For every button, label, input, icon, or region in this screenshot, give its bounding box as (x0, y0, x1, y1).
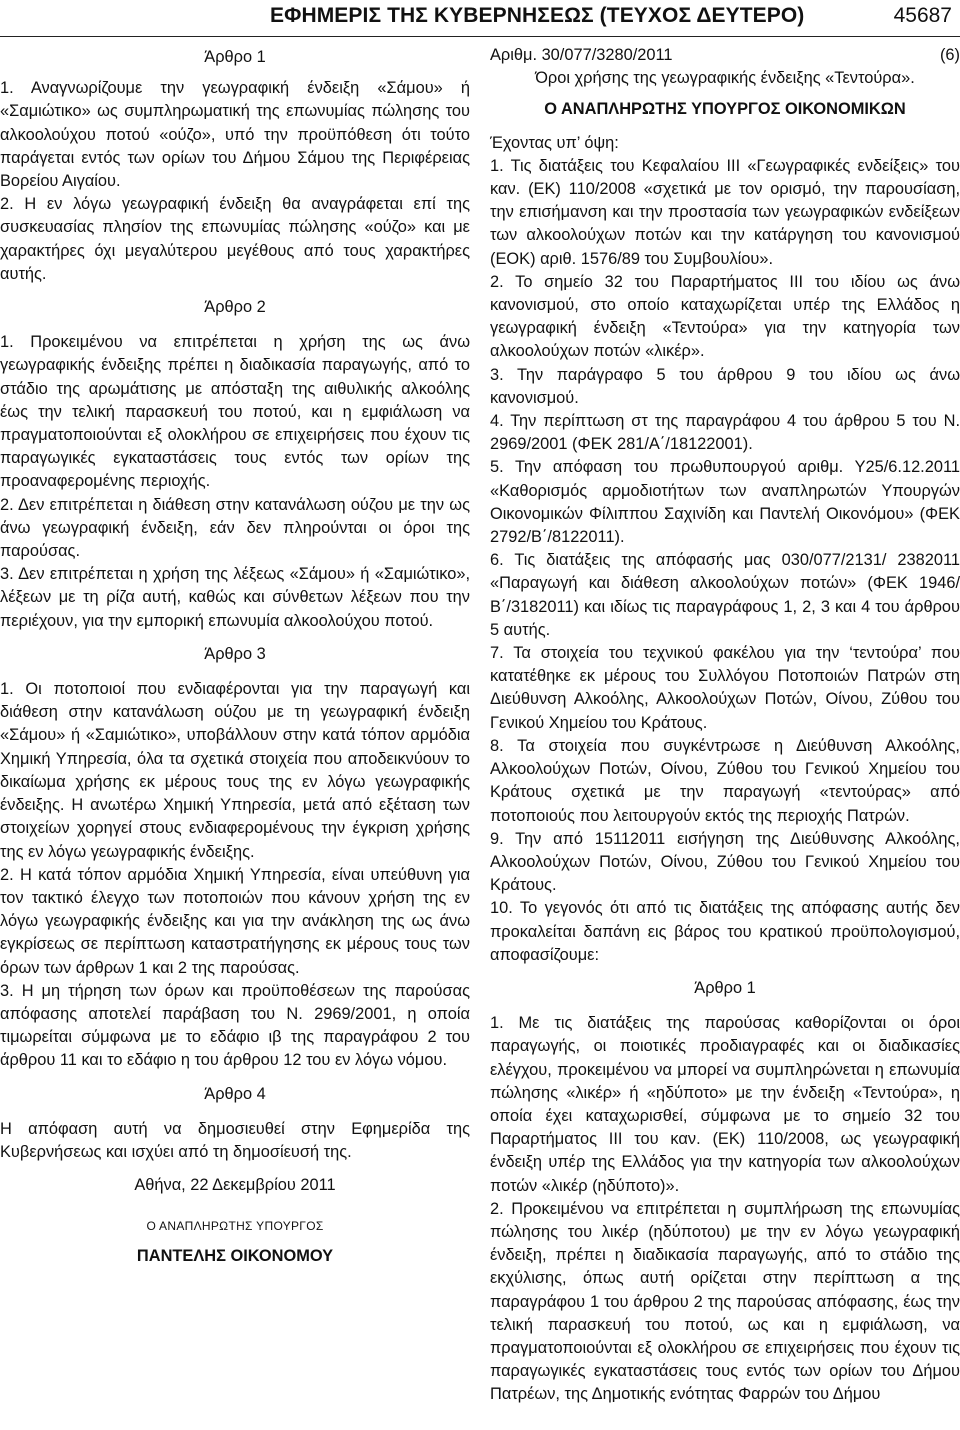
paragraph: 2. Προκειμένου να επιτρέπεται η συμπλήρωση της επωνυμίας πώλησης του λικέρ (ηδύποτου) με την εν λόγω γεωγραφική ένδειξη, πρέπει η διαδικασία παραγωγής, από το στάδιο της εκχύλισης, όπως αυτή ορίζεται στην περίπτωση α της παραγράφου 1 του άρθρου 2 της παρούσας απόφασης, έως την τελική παρασκευή του ποτού, ως και η εμφιάλωση, να πραγματοποιούνται εξ ολοκλήρου σε επιχειρήσεις που έχουν τις παραγωγικές εγκαταστάσεις τους εντός των ορίων του Δήμου Πατρέων, της Δημοτικής ενότητας Φαρρών του Δήμου (490, 1199, 960, 1404)
paragraph: 6. Τις διατάξεις της απόφασής μας 030/077/2131/ 2382011 «Παραγωγή και διάθεση αλκοολούχων ποτών» (ΦΕΚ 1946/Β΄/3182011) και ιδίως τις παραγράφους 1, 2, 3 και 4 του άρθρου 5 αυτής. (490, 551, 960, 639)
place-date: Αθήνα, 22 Δεκεμβρίου 2011 (134, 1176, 336, 1195)
article-heading: Άρθρο 1 (694, 978, 756, 997)
paragraph: 3. Η μη τήρηση των όρων και προϋποθέσεων της παρούσας απόφασης αποτελεί παράβαση του Ν. 2969/2001, η οποία τιμωρείται σύμφωνα με το εδάφιο ιβ της παραγράφου 2 του άρθρου 11 και το εδάφιο η του άρθρου 12 του εν λόγω νόμου. (0, 981, 470, 1070)
paragraph: 1. Με τις διατάξεις της παρούσας καθορίζονται οι όροι παραγωγής, οι ποιοτικές προδιαγραφές και οι διαδικασίες ελέγχου, προκειμένου να μπορεί να συμπληρώνεται η επωνυμία πώλησης «λικέρ» ή «ηδύποτο» με την ένδειξη «Τεντούρα», η οποία έχει καταχωρισθεί, σύμφωνα με το σημείο 32 του Παραρτήματος ΙΙΙ του καν. (ΕΚ) 110/2008, ως γεωγραφική ένδειξη υπέρ της Ελλάδος για την κατηγορία των αλκοολούχων ποτών «λικέρ (ηδύποτο)». (490, 1014, 960, 1195)
decision-number-line (490, 44, 960, 67)
article-heading: Άρθρο 4 (204, 1084, 266, 1103)
paragraph: 1. Προκειμένου να επιτρέπεται η χρήση της ως άνω γεωγραφικής ένδειξης πρέπει η διαδικασία παραγωγής, από το στάδιο της αρωμάτισης με απόσταξη της αιθυλικής αλκοόλης έως την τελική παρασκευή του ποτού, και η εμφιάλωση να πραγματοποιούνται εξ ολοκλήρου σε επιχειρήσεις που έχουν τις παραγωγικές εγκαταστάσεις τους εντός των ορίων της προαναφερομένης περιοχής. (0, 333, 470, 491)
decision-number: Αριθμ. 30/077/3280/2011 (490, 46, 673, 64)
decision-index: (6) (939, 46, 960, 64)
paragraph: 10. Το γεγονός ότι από τις διατάξεις της απόφασης αυτής δεν προκαλείται δαπάνη εις βάρος του κρατικού προϋπολογισμού, αποφασίζουμε: (490, 899, 960, 964)
page-header (0, 0, 960, 37)
paragraph: 3. Την παράγραφο 5 του άρθρου 9 του ιδίου ως άνω κανονισμού. (490, 365, 960, 407)
article-heading: Άρθρο 3 (204, 644, 266, 663)
paragraph: 7. Τα στοιχεία του τεχνικού φακέλου για την ‘τεντούρα’ που κατατέθηκε εκ μέρους του Συλλόγου Ποτοποιών Πατρών στη Διεύθυνση Αλκοόλης, Αλκοολούχων Ποτών, Οίνου, Ζύθου του Γενικού Χημείου του Κράτους. (490, 644, 960, 732)
page-number: 45687 (893, 4, 952, 27)
paragraph: 2. Η κατά τόπον αρμόδια Χημική Υπηρεσία, είναι υπεύθυνη για τον τακτικό έλεγχο των ποτοποιών που κάνουν χρήση της εν λόγω γεωγραφικής ένδειξης και για την ανάκληση της ως άνω εγκρίσεως σε περίπτωση καταστρατήγησης εκ μέρους τους των όρων των άρθρων 1 και 2 της παρούσας. (0, 865, 470, 977)
paragraph: 1. Οι ποτοποιοί που ενδιαφέρονται για την παραγωγή και διάθεση στην κατανάλωση ούζου με τη γεωγραφική ένδειξη «Σάμου» ή «Σαμιώτικο», υποβάλλουν στην κατά τόπον αρμόδια Χημική Υπηρεσία, όλα τα σχετικά στοιχεία που αποδεικνύουν το δικαίωμα χρήσης εκ μέρους τους της εν λόγω γεωγραφικής ένδειξης. Η ανωτέρω Χημική Υπηρεσία, μετά από εξέταση των στοιχείων χορηγεί στους ενδιαφερομένους την έγκριση χρήσης της εν λόγω γεωγραφικής ένδειξης. (0, 680, 470, 861)
having-regard: Έχοντας υπ’ όψη: (490, 133, 619, 152)
signatory-title: Ο ΑΝΑΠΛΗΡΩΤΗΣ ΥΠΟΥΡΓΟΣ (146, 1219, 324, 1234)
signatory-name: ΠΑΝΤΕΛΗΣ ΟΙΚΟΝΟΜΟΥ (136, 1246, 334, 1265)
paragraph: 2. Το σημείο 32 του Παραρτήματος ΙΙΙ του ιδίου ως άνω κανονισμού, στο οποίο καταχωρίζεται υπέρ της Ελλάδος η γεωγραφική ένδειξη «Τεντούρα» για την κατηγορία των αλκοολούχων ποτών «λικέρ». (490, 272, 960, 361)
paragraph: 2. Δεν επιτρέπεται η διάθεση στην κατανάλωση ούζου με την ως άνω γεωγραφική ένδειξη, εάν δεν πληρούνται οι όροι της παρούσας. (0, 495, 470, 561)
decision-subject: Όροι χρήσης της γεωγραφικής ένδειξης «Τεντούρα». (535, 69, 915, 88)
paragraph: 9. Την από 15112011 εισήγηση της Διεύθυνσης Αλκοόλης, Αλκοολούχων Ποτών, Οίνου, Ζύθου του Γενικού Χημείου του Κράτους. (490, 829, 960, 895)
paragraph: 1. Τις διατάξεις του Κεφαλαίου ΙΙΙ «Γεωγραφικές ενδείξεις» του καν. (ΕΚ) 110/2008 «σχετικά με τον ορισμό, την παρουσίαση, την επισήμανση και την προστασία των γεωγραφικών ενδείξεων των αλκοολούχων ποτών και την κατάργηση του κανονισμού (ΕΟΚ) αριθ. 1576/89 του Συμβουλίου». (490, 156, 960, 268)
article-heading: Άρθρο 2 (204, 298, 266, 317)
paragraph: 3. Δεν επιτρέπεται η χρήση της λέξεως «Σάμου» ή «Σαμιώτικο», λέξεων με τη ρίζα αυτή, καθώς και σύνθετων λέξεων που την περιέχουν, για την εμπορική επωνυμία αλκοολούχου ποτού. (0, 565, 470, 630)
gazette-title: ΕΦΗΜΕΡΙΣ ΤΗΣ ΚΥΒΕΡΝΗΣΕΩΣ (ΤΕΥΧΟΣ ΔΕΥΤΕΡΟ) (270, 4, 805, 27)
paragraph: 1. Αναγνωρίζουμε την γεωγραφική ένδειξη «Σάμου» ή «Σαμιώτικο» ως συμπληρωματική της επωνυμίας πώλησης του αλκοολούχου ποτού «ούζο», υπό την προϋπόθεση ότι τούτο παράγεται εντός των ορίων του Δήμου Σάμου της Περιφέρειας Βορείου Αιγαίου. (0, 79, 470, 191)
paragraph: 4. Την περίπτωση στ της παραγράφου 4 του άρθρου 5 του Ν. 2969/2001 (ΦΕΚ 281/Α΄/18122001). (490, 412, 960, 454)
right-column (490, 44, 960, 1407)
paragraph: 5. Την απόφαση του πρωθυπουργού αριθμ. Υ25/6.12.2011 «Καθορισμός αρμοδιοτήτων των αναπληρωτών Υπουργών Οικονομικών Φίλιππου Σαχινίδη και Παντελή Οικονόμου» (ΦΕΚ 2792/Β΄/8122011). (490, 458, 960, 547)
authority-heading: Ο ΑΝΑΠΛΗΡΩΤΗΣ ΥΠΟΥΡΓΟΣ ΟΙΚΟΝΟΜΙΚΩΝ (544, 100, 906, 119)
paragraph: 2. Η εν λόγω γεωγραφική ένδειξη θα αναγράφεται επί της συσκευασίας πλησίον της επωνυμίας πώλησης «ούζο» και με χαρακτήρες όχι μεγαλύτερου μεγέθους από τους χαρακτήρες αυτής. (0, 195, 470, 283)
article-heading: Άρθρο 1 (204, 48, 266, 66)
paragraph: Η απόφαση αυτή να δημοσιευθεί στην Εφημερίδα της Κυβερνήσεως και ισχύει από τη δημοσίευσή της. (0, 1119, 470, 1161)
left-column (0, 44, 470, 1268)
paragraph: 8. Τα στοιχεία που συγκέντρωσε η Διεύθυνση Αλκοόλης, Αλκοολούχων Ποτών, Οίνου, Ζύθου του Γενικού Χημείου του Κράτους σχετικά με την παραγωγή «τεντούρας» από ποτοποιούς που λειτουργούν εκτός της περιοχής Πατρών. (490, 736, 960, 825)
